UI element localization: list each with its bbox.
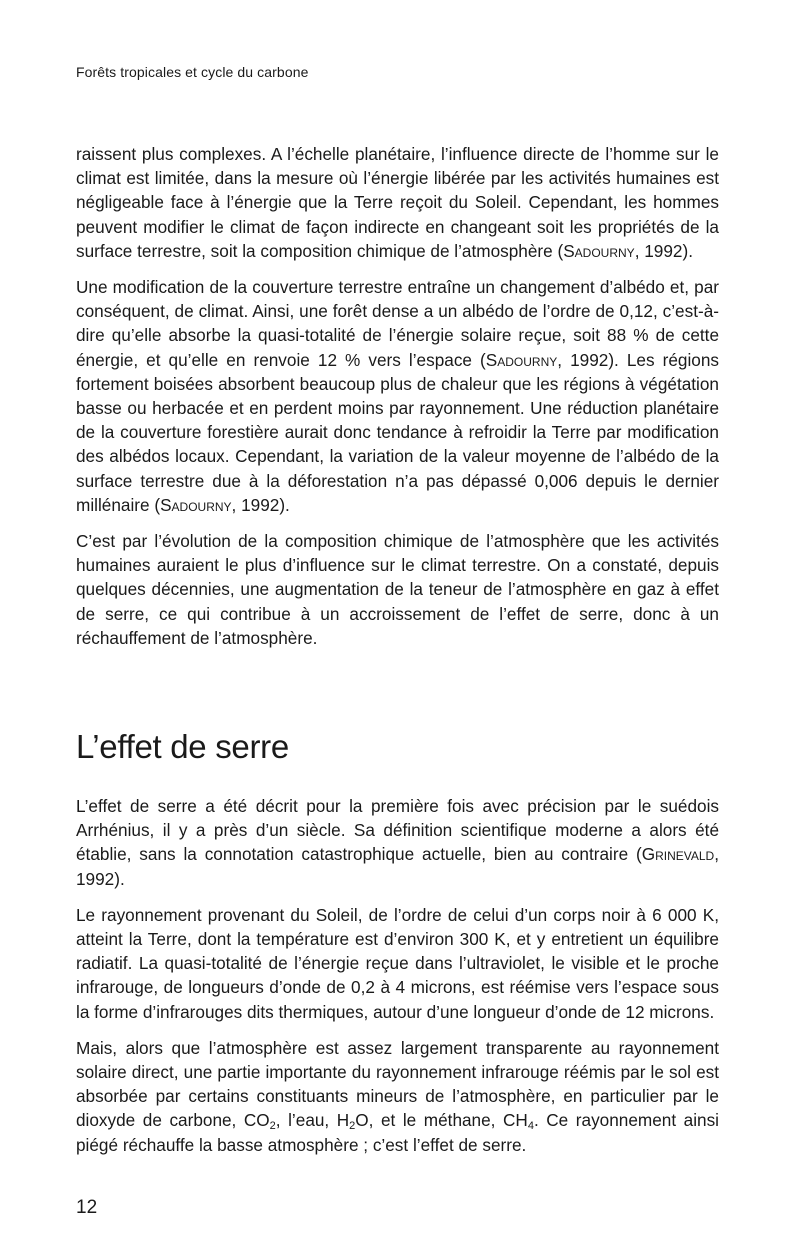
paragraph-solar-radiation: Le rayonnement provenant du Soleil, de l’ordre de celui d’un corps noir à 6 000 K, atteint la Terre, dont la température est d’environ 300 K, et y entretient un équilibre radiatif. La quasi-totalité de l’énergie reçue dans l’ultraviolet, le visible et le proche infrarouge, de longueurs d’onde de 0,2 à 4 microns, est réémise vers l’espace sous la forme d’infrarouges dits thermiques, autour d’une longueur d’onde de 12 microns. xyxy=(76,904,719,1022)
citation-year: , 1992). xyxy=(634,240,693,261)
paragraph-climate-influence xyxy=(76,142,719,263)
citation-author: Sadourny xyxy=(563,240,635,261)
citation-year: , 1992). xyxy=(76,844,719,889)
paragraph-text: Mais, alors que l’atmosphère est assez largement transparente au rayonnement solaire direct, une partie importante du rayonnement infrarouge réémis par le sol est absorbée par certains constituants mineurs de l’atmosphère, en particulier par le dioxyde de carbone, CO xyxy=(76,1037,719,1131)
page-number: 12 xyxy=(76,1197,98,1218)
paragraph-text: raissent plus complexes. A l’échelle planétaire, l’influence directe de l’homme sur le climat est limitée, dans la mesure où l’énergie libérée par les activités humaines est négligeable face à l’énergie que la Terre reçoit du Soleil. Cependant, les hommes peuvent modifier le climat de façon indirecte en changeant soit les propriétés de la surface terrestre, soit la composition chimique de l’atmosphère ( xyxy=(76,144,719,261)
citation-author: Sadourny xyxy=(485,349,558,370)
paragraph-albedo xyxy=(76,275,719,517)
section-greenhouse-body xyxy=(76,794,719,1169)
paragraph-text: O, et le méthane, CH xyxy=(355,1110,528,1131)
section-intro-body xyxy=(76,142,719,662)
citation-author: Grinevald xyxy=(641,844,715,865)
citation-author: Sadourny xyxy=(160,494,232,515)
running-head: Forêts tropicales et cycle du carbone xyxy=(76,64,309,80)
subscript: 4 xyxy=(527,1120,534,1133)
paragraph-text: Une modification de la couverture terrestre entraîne un changement d’albédo et, par conséquent, de climat. Ainsi, une forêt dense a un albédo de l’ordre de 0,12, c’est-à-dire qu’elle absorbe la quasi-totalité de l’énergie solaire reçue, soit 88 % de cette énergie, et qu’elle en renvoie 12 % vers l’espace ( xyxy=(76,277,719,370)
paragraph-text: L’effet de serre a été décrit pour la première fois avec précision par le suédois Arrhénius, il y a près d’un siècle. Sa définition scientifique moderne a alors été établie, sans la connotation catastrophique actuelle, bien au contraire ( xyxy=(76,796,719,865)
subscript: 2 xyxy=(269,1120,276,1133)
citation-year: , 1992). xyxy=(231,494,290,515)
subscript: 2 xyxy=(349,1120,356,1133)
paragraph-text: , 1992). Les régions fortement boisées absorbent beaucoup plus de chaleur que les régions à végétation basse ou herbacée et en perdent moins par rayonnement. Une réduction planétaire de la couverture forestière aurait donc tendance à refroidir la Terre par modification des albédos locaux. Cependant, la variation de la valeur moyenne de l’albédo de la surface terrestre due à la déforestation n’a pas dépassé 0,006 depuis le dernier millénaire ( xyxy=(76,349,720,515)
section-heading: L’effet de serre xyxy=(76,728,289,765)
paragraph-arrhenius xyxy=(76,794,719,891)
paragraph-greenhouse-gases xyxy=(76,1036,719,1157)
paragraph-atmosphere-composition: C’est par l’évolution de la composition chimique de l’atmosphère que les activités humaines auraient le plus d’influence sur le climat terrestre. On a constaté, depuis quelques décennies, une augmentation de la teneur de l’atmosphère en gaz à effet de serre, ce qui contribue à un accroissement de l’effet de serre, donc à un réchauffement de l’atmosphère. xyxy=(76,531,719,648)
paragraph-text: . Ce rayonnement ainsi piégé réchauffe la basse atmosphère ; c’est l’effet de serre. xyxy=(76,1110,720,1155)
paragraph-text: , l’eau, H xyxy=(275,1110,350,1131)
